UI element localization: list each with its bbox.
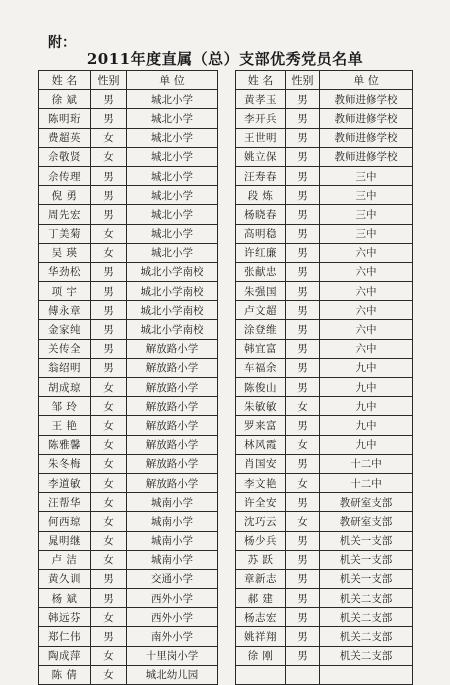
- member-unit: 机关一支部: [320, 550, 413, 569]
- member-unit: 解放路小学: [127, 397, 218, 416]
- member-table-right: [235, 70, 413, 685]
- table-row: [39, 531, 218, 550]
- member-unit: 机关一支部: [320, 531, 413, 550]
- table-row: [236, 128, 413, 147]
- member-unit: 城北小学: [127, 147, 218, 166]
- member-table-left: [38, 70, 218, 685]
- table-row: [39, 128, 218, 147]
- member-gender: 男: [91, 262, 127, 281]
- table-row: [39, 243, 218, 262]
- member-gender: 女: [286, 512, 320, 531]
- member-unit: 六中: [320, 243, 413, 262]
- table-row: [236, 665, 413, 684]
- table-row: [236, 90, 413, 109]
- member-unit: 教师进修学校: [320, 90, 413, 109]
- member-gender: 男: [91, 90, 127, 109]
- member-gender: 男: [286, 109, 320, 128]
- table-row: [236, 378, 413, 397]
- table-row: [39, 282, 218, 301]
- table-row: [236, 454, 413, 473]
- table-row: [39, 109, 218, 128]
- member-gender: 女: [91, 550, 127, 569]
- member-unit: 三中: [320, 186, 413, 205]
- table-row: [236, 531, 413, 550]
- member-gender: 女: [91, 473, 127, 492]
- member-name: 徐 刚: [236, 646, 286, 665]
- attachment-label: 附：: [48, 35, 76, 51]
- member-name: 沈巧云: [236, 512, 286, 531]
- table-row: [236, 397, 413, 416]
- table-row: [236, 435, 413, 454]
- member-unit: 城北小学南校: [127, 282, 218, 301]
- member-name: 华劲松: [39, 262, 91, 281]
- table-row: [39, 358, 218, 377]
- table-row: [236, 301, 413, 320]
- member-name: 涂登维: [236, 320, 286, 339]
- member-gender: 男: [91, 186, 127, 205]
- header-unit: 单 位: [127, 71, 218, 90]
- member-gender: 男: [286, 282, 320, 301]
- member-name: 许全安: [236, 493, 286, 512]
- table-row: [39, 550, 218, 569]
- member-gender: 男: [286, 243, 320, 262]
- header-gender: 性别: [91, 71, 127, 90]
- member-unit: 西外小学: [127, 589, 218, 608]
- member-name: 翁绍明: [39, 358, 91, 377]
- member-unit: 教师进修学校: [320, 109, 413, 128]
- table-row: [236, 493, 413, 512]
- member-unit: 十二中: [320, 473, 413, 492]
- table-row: [236, 166, 413, 185]
- member-name: 黄久训: [39, 569, 91, 588]
- table-row: [39, 262, 218, 281]
- table-row: [39, 166, 218, 185]
- table-row: [39, 569, 218, 588]
- member-gender: 女: [91, 512, 127, 531]
- member-unit: 城北小学: [127, 243, 218, 262]
- member-unit: 城北小学: [127, 186, 218, 205]
- member-name: 朱敏敏: [236, 397, 286, 416]
- member-gender: 男: [91, 282, 127, 301]
- table-row: [39, 627, 218, 646]
- member-unit: 解放路小学: [127, 358, 218, 377]
- member-name: 高明稳: [236, 224, 286, 243]
- table-row: [39, 493, 218, 512]
- table-row: [236, 358, 413, 377]
- member-gender: 男: [286, 128, 320, 147]
- table-row: [39, 397, 218, 416]
- table-row: [39, 665, 218, 684]
- member-gender: 女: [286, 473, 320, 492]
- member-name: 吴 瑛: [39, 243, 91, 262]
- member-unit: 城北小学: [127, 128, 218, 147]
- table-row: [39, 378, 218, 397]
- member-name: 倪 勇: [39, 186, 91, 205]
- member-unit: 三中: [320, 224, 413, 243]
- member-name: 王世明: [236, 128, 286, 147]
- table-row: [236, 646, 413, 665]
- member-name: 章新志: [236, 569, 286, 588]
- member-gender: 女: [91, 646, 127, 665]
- member-gender: 男: [286, 358, 320, 377]
- member-unit: 九中: [320, 416, 413, 435]
- table-row: [236, 473, 413, 492]
- member-unit: 六中: [320, 320, 413, 339]
- member-unit: 城北小学: [127, 109, 218, 128]
- member-unit: 解放路小学: [127, 378, 218, 397]
- member-name: 陈雅馨: [39, 435, 91, 454]
- member-unit: 城南小学: [127, 550, 218, 569]
- member-gender: 男: [91, 320, 127, 339]
- member-gender: 男: [286, 569, 320, 588]
- table-row: [39, 224, 218, 243]
- member-name: 郑仁伟: [39, 627, 91, 646]
- member-unit: 三中: [320, 166, 413, 185]
- table-row: [39, 473, 218, 492]
- table-row: [236, 608, 413, 627]
- member-unit: 十里岗小学: [127, 646, 218, 665]
- member-name: 李道敏: [39, 473, 91, 492]
- member-name: 李文艳: [236, 473, 286, 492]
- member-gender: 男: [286, 186, 320, 205]
- member-unit: 六中: [320, 262, 413, 281]
- member-name: 李开兵: [236, 109, 286, 128]
- member-unit: 六中: [320, 339, 413, 358]
- member-name: 卢 洁: [39, 550, 91, 569]
- member-gender: 男: [286, 646, 320, 665]
- member-gender: 女: [91, 435, 127, 454]
- member-gender: 女: [91, 454, 127, 473]
- table-row: [236, 320, 413, 339]
- member-unit: 解放路小学: [127, 454, 218, 473]
- member-unit: 九中: [320, 397, 413, 416]
- member-name: 项 宇: [39, 282, 91, 301]
- member-gender: 男: [286, 378, 320, 397]
- member-gender: 男: [91, 109, 127, 128]
- member-list-left: [39, 90, 218, 685]
- document-title: 2011年度直属（总）支部优秀党员名单: [86, 50, 364, 68]
- table-row: [39, 589, 218, 608]
- member-gender: 女: [91, 608, 127, 627]
- member-name: 姚立保: [236, 147, 286, 166]
- member-unit: 六中: [320, 301, 413, 320]
- member-name: 杨少兵: [236, 531, 286, 550]
- member-name: 韩宜富: [236, 339, 286, 358]
- member-gender: 男: [286, 493, 320, 512]
- member-unit: 西外小学: [127, 608, 218, 627]
- member-name: 晁明继: [39, 531, 91, 550]
- member-unit: 九中: [320, 358, 413, 377]
- header-name: 姓 名: [236, 71, 286, 90]
- member-gender: 女: [91, 224, 127, 243]
- table-row: [39, 435, 218, 454]
- member-unit: 城北小学南校: [127, 262, 218, 281]
- member-unit: 解放路小学: [127, 416, 218, 435]
- member-gender: 女: [91, 147, 127, 166]
- member-name: 何西琼: [39, 512, 91, 531]
- member-gender: 男: [286, 224, 320, 243]
- table-row: [39, 512, 218, 531]
- table-row: [39, 186, 218, 205]
- member-gender: 男: [286, 454, 320, 473]
- member-gender: 女: [91, 531, 127, 550]
- member-name: 罗来富: [236, 416, 286, 435]
- table-header-row: [39, 71, 218, 90]
- header-unit: 单 位: [320, 71, 413, 90]
- header-gender: 性别: [286, 71, 320, 90]
- member-name: 丁美菊: [39, 224, 91, 243]
- table-row: [236, 262, 413, 281]
- member-name: 朱冬梅: [39, 454, 91, 473]
- member-gender: 女: [91, 128, 127, 147]
- member-unit: 城南小学: [127, 531, 218, 550]
- member-gender: 男: [286, 608, 320, 627]
- table-row: [39, 90, 218, 109]
- member-gender: 男: [286, 166, 320, 185]
- table-row: [236, 109, 413, 128]
- member-unit: 机关二支部: [320, 627, 413, 646]
- member-gender: 男: [286, 301, 320, 320]
- member-unit: 城北小学: [127, 224, 218, 243]
- table-row: [39, 339, 218, 358]
- member-name: 邹 玲: [39, 397, 91, 416]
- member-gender: 女: [91, 665, 127, 684]
- member-gender: [286, 665, 320, 684]
- member-gender: 男: [286, 262, 320, 281]
- member-name: 韩远芬: [39, 608, 91, 627]
- table-row: [236, 224, 413, 243]
- table-row: [236, 243, 413, 262]
- member-unit: 城北幼儿园: [127, 665, 218, 684]
- member-gender: 女: [91, 397, 127, 416]
- member-name: 费超英: [39, 128, 91, 147]
- member-gender: 男: [91, 166, 127, 185]
- member-gender: 男: [286, 550, 320, 569]
- table-row: [39, 320, 218, 339]
- member-name: 汪寿春: [236, 166, 286, 185]
- table-row: [236, 512, 413, 531]
- member-gender: 女: [91, 243, 127, 262]
- member-gender: 女: [286, 435, 320, 454]
- member-name: 苏 跃: [236, 550, 286, 569]
- member-unit: 解放路小学: [127, 435, 218, 454]
- member-gender: 男: [286, 90, 320, 109]
- table-row: [236, 186, 413, 205]
- table-row: [236, 627, 413, 646]
- member-unit: 城北小学: [127, 205, 218, 224]
- member-name: 郝 建: [236, 589, 286, 608]
- member-name: 肖国安: [236, 454, 286, 473]
- member-gender: 男: [286, 589, 320, 608]
- member-name: 徐 斌: [39, 90, 91, 109]
- member-gender: 男: [91, 569, 127, 588]
- member-name: 姚祥翔: [236, 627, 286, 646]
- member-name: 胡成琼: [39, 378, 91, 397]
- member-unit: 教研室支部: [320, 493, 413, 512]
- member-name: 段 炼: [236, 186, 286, 205]
- member-name: 汪帮华: [39, 493, 91, 512]
- member-unit: 城南小学: [127, 512, 218, 531]
- table-row: [39, 301, 218, 320]
- member-unit: 十二中: [320, 454, 413, 473]
- member-name: [236, 665, 286, 684]
- member-unit: 城北小学南校: [127, 320, 218, 339]
- member-gender: 男: [91, 339, 127, 358]
- table-row: [236, 205, 413, 224]
- member-unit: 解放路小学: [127, 473, 218, 492]
- member-gender: 男: [91, 589, 127, 608]
- member-unit: 南外小学: [127, 627, 218, 646]
- member-gender: 男: [91, 301, 127, 320]
- member-name: 陈 倩: [39, 665, 91, 684]
- table-row: [39, 454, 218, 473]
- member-gender: 男: [286, 416, 320, 435]
- table-row: [236, 550, 413, 569]
- member-list-right: [236, 90, 413, 685]
- member-gender: 女: [91, 493, 127, 512]
- member-unit: 交通小学: [127, 569, 218, 588]
- member-name: 傅永章: [39, 301, 91, 320]
- member-unit: 机关二支部: [320, 589, 413, 608]
- member-name: 陶成萍: [39, 646, 91, 665]
- member-unit: 教师进修学校: [320, 128, 413, 147]
- member-unit: 九中: [320, 435, 413, 454]
- member-unit: 教师进修学校: [320, 147, 413, 166]
- member-unit: 城北小学南校: [127, 301, 218, 320]
- member-unit: 城北小学: [127, 166, 218, 185]
- member-name: 许红廉: [236, 243, 286, 262]
- member-gender: 男: [286, 205, 320, 224]
- member-name: 王 艳: [39, 416, 91, 435]
- member-gender: 女: [91, 378, 127, 397]
- table-row: [236, 147, 413, 166]
- table-row: [39, 205, 218, 224]
- table-row: [236, 282, 413, 301]
- member-unit: 三中: [320, 205, 413, 224]
- member-name: 杨 斌: [39, 589, 91, 608]
- member-gender: 男: [286, 531, 320, 550]
- member-unit: 解放路小学: [127, 339, 218, 358]
- member-name: 杨志宏: [236, 608, 286, 627]
- member-name: 林风霞: [236, 435, 286, 454]
- member-name: 朱强国: [236, 282, 286, 301]
- member-unit: [320, 665, 413, 684]
- member-name: 陈俊山: [236, 378, 286, 397]
- member-name: 关传全: [39, 339, 91, 358]
- member-unit: 机关二支部: [320, 608, 413, 627]
- member-unit: 六中: [320, 282, 413, 301]
- member-name: 佘敬贤: [39, 147, 91, 166]
- table-row: [236, 416, 413, 435]
- table-row: [236, 589, 413, 608]
- member-name: 杨晓春: [236, 205, 286, 224]
- member-name: 周先宏: [39, 205, 91, 224]
- member-gender: 男: [286, 320, 320, 339]
- table-row: [236, 569, 413, 588]
- member-name: 佘传理: [39, 166, 91, 185]
- table-row: [39, 147, 218, 166]
- member-unit: 教研室支部: [320, 512, 413, 531]
- member-unit: 九中: [320, 378, 413, 397]
- table-header-row: [236, 71, 413, 90]
- member-gender: 男: [91, 358, 127, 377]
- member-name: 车福余: [236, 358, 286, 377]
- member-gender: 女: [286, 397, 320, 416]
- member-name: 卢文超: [236, 301, 286, 320]
- table-row: [236, 339, 413, 358]
- member-unit: 城北小学: [127, 90, 218, 109]
- table-row: [39, 608, 218, 627]
- member-gender: 男: [91, 205, 127, 224]
- member-unit: 机关一支部: [320, 569, 413, 588]
- member-unit: 机关二支部: [320, 646, 413, 665]
- member-gender: 女: [91, 416, 127, 435]
- header-name: 姓 名: [39, 71, 91, 90]
- member-gender: 男: [286, 627, 320, 646]
- table-row: [39, 416, 218, 435]
- member-name: 金家纯: [39, 320, 91, 339]
- member-name: 陈明珩: [39, 109, 91, 128]
- member-name: 黄孝玉: [236, 90, 286, 109]
- member-gender: 男: [91, 627, 127, 646]
- member-unit: 城南小学: [127, 493, 218, 512]
- member-gender: 男: [286, 339, 320, 358]
- table-row: [39, 646, 218, 665]
- member-name: 张献忠: [236, 262, 286, 281]
- member-gender: 男: [286, 147, 320, 166]
